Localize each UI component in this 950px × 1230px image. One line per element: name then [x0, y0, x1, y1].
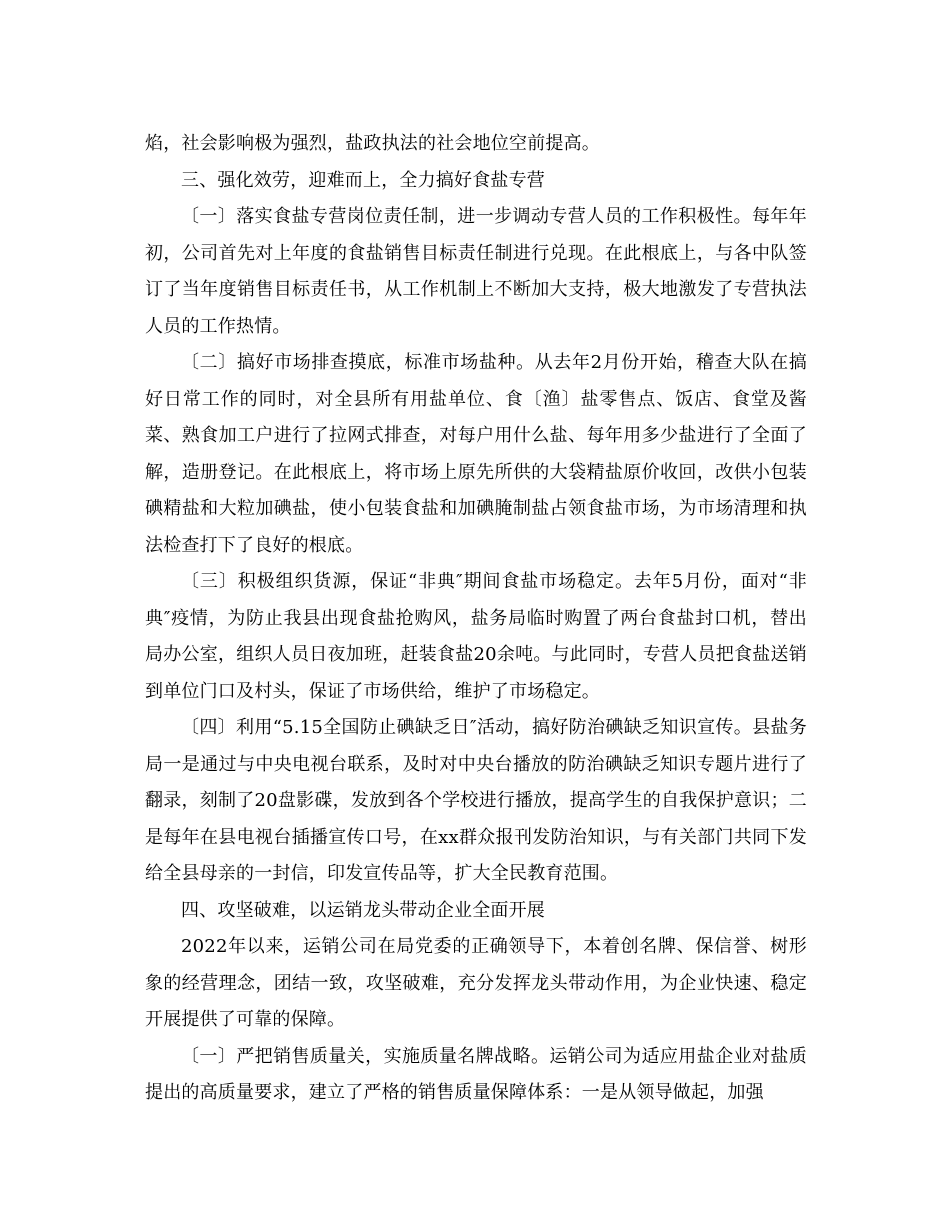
document-page: [145, 126, 807, 1112]
section-heading-3: 三、强化效劳，迎难而上，全力搞好食盐专营: [181, 169, 545, 191]
paragraph-3-1: 〔一〕落实食盐专营岗位责任制，进一步调动专营人员的工作积极性。每年年初，公司首先对上年度的食盐销售目标责任制进行兑现。在此根底上，与各中队签订了当年度销售目标责任书，从工作机制上不断加大支持，极大地激发了专营执法人员的工作热情。: [145, 206, 807, 337]
section-heading-4: 四、攻坚破难，以运销龙头带动企业全面开展: [181, 899, 545, 921]
paragraph-4-intro: 2022年以来，运销公司在局党委的正确领导下，本着创名牌、保信誉、树形象的经营理念，团结一致，攻坚破难，充分发挥龙头带动作用，为企业快速、稳定开展提供了可靠的保障。: [145, 936, 807, 1030]
paragraph-3-4: 〔四〕利用“5.15全国防止碘缺乏日″活动，搞好防治碘缺乏知识宣传。县盐务局一是通过与中央电视台联系，及时对中央台播放的防治碘缺乏知识专题片进行了翻录，刻制了20盘影碟，发放到各个学校进行播放，提高学生的自我保护意识；二是每年在县电视台插播宣传口号，在xx群众报刊发防治知识，与有关部门共同下发给全县母亲的一封信，印发宣传品等，扩大全民教育范围。: [145, 717, 807, 884]
paragraph-continuation: 焰，社会影响极为强烈，盐政执法的社会地位空前提高。: [145, 133, 600, 154]
paragraph-3-2: 〔二〕搞好市场排查摸底，标准市场盐种。从去年2月份开始，稽查大队在搞好日常工作的同时，对全县所有用盐单位、食〔渔〕盐零售点、饭店、食堂及酱菜、熟食加工户进行了拉网式排查，对每户用什么盐、每年用多少盐进行了全面了解，造册登记。在此根底上，将市场上原先所供的大袋精盐原价收回，改供小包装碘精盐和大粒加碘盐，使小包装食盐和加碘腌制盐占领食盐市场，为市场清理和执法检查打下了良好的根底。: [145, 352, 807, 556]
paragraph-3-3: 〔三〕积极组织货源，保证“非典″期间食盐市场稳定。去年5月份，面对“非典″疫情，为防止我县出现食盐抢购风，盐务局临时购置了两台食盐封口机，替出局办公室，组织人员日夜加班，赶装食盐20余吨。与此同时，专营人员把食盐送销到单位门口及村头，保证了市场供给，维护了市场稳定。: [145, 571, 807, 702]
paragraph-4-1: 〔一〕严把销售质量关，实施质量名牌战略。运销公司为适应用盐企业对盐质提出的高质量要求，建立了严格的销售质量保障体系：一是从领导做起，加强: [145, 1045, 807, 1103]
